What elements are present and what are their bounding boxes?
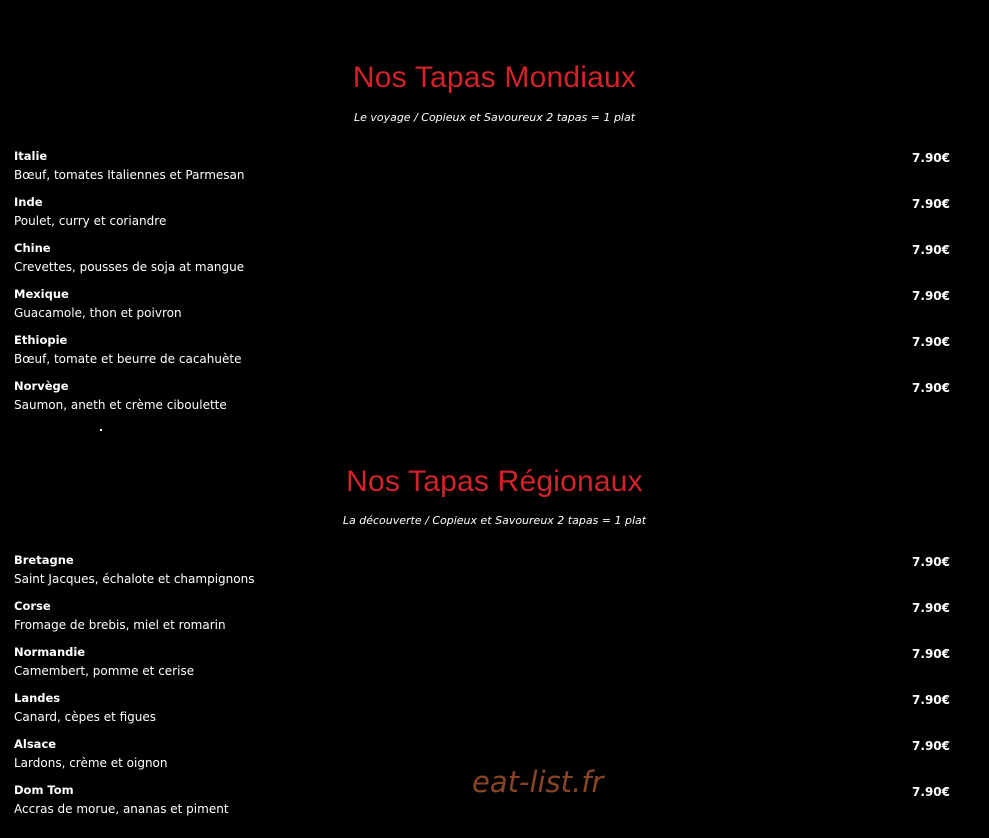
section-subtitle-regionaux: La découverte / Copieux et Savoureux 2 tapas = 1 plat	[342, 514, 647, 527]
item-name: Italie	[14, 149, 48, 163]
item-price: 7.90€	[912, 601, 950, 615]
item-description: Canard, cèpes et figues	[14, 710, 157, 724]
item-price: 7.90€	[912, 693, 950, 707]
item-description: Guacamole, thon et poivron	[14, 306, 182, 320]
section-subtitle-mondiaux: Le voyage / Copieux et Savoureux 2 tapas = 1 plat	[353, 111, 636, 124]
menu-item	[0, 195, 989, 241]
menu-item	[0, 379, 989, 425]
item-description: Camembert, pomme et cerise	[14, 664, 195, 678]
item-price: 7.90€	[912, 243, 950, 257]
item-description: Poulet, curry et coriandre	[14, 214, 167, 228]
item-name: Chine	[14, 241, 51, 255]
item-price: 7.90€	[912, 739, 950, 753]
item-price: 7.90€	[912, 289, 950, 303]
menu-item	[0, 287, 989, 333]
watermark: eat-list.fr	[472, 765, 604, 799]
item-name: Inde	[14, 195, 43, 209]
decorative-dot	[100, 429, 102, 431]
menu-item	[0, 149, 989, 195]
item-name: Ethiopie	[14, 333, 68, 347]
item-description: Bœuf, tomates Italiennes et Parmesan	[14, 168, 245, 182]
item-name: Normandie	[14, 645, 86, 659]
item-price: 7.90€	[912, 197, 950, 211]
item-name: Landes	[14, 691, 61, 705]
item-price: 7.90€	[912, 381, 950, 395]
item-price: 7.90€	[912, 647, 950, 661]
item-description: Lardons, crème et oignon	[14, 756, 168, 770]
item-price: 7.90€	[912, 785, 950, 799]
menu-item	[0, 333, 989, 379]
item-description: Saint Jacques, échalote et champignons	[14, 572, 255, 586]
section-title-regionaux: Nos Tapas Régionaux	[346, 465, 643, 498]
item-description: Crevettes, pousses de soja at mangue	[14, 260, 245, 274]
menu-item	[0, 553, 989, 599]
item-description: Saumon, aneth et crème ciboulette	[14, 398, 227, 412]
menu-item	[0, 645, 989, 691]
item-description: Fromage de brebis, miel et romarin	[14, 618, 226, 632]
item-name: Mexique	[14, 287, 69, 301]
item-price: 7.90€	[912, 555, 950, 569]
item-price: 7.90€	[912, 335, 950, 349]
menu-list-mondiaux	[0, 149, 989, 425]
item-name: Corse	[14, 599, 51, 613]
item-name: Bretagne	[14, 553, 74, 567]
item-price: 7.90€	[912, 151, 950, 165]
menu-item	[0, 599, 989, 645]
item-name: Alsace	[14, 737, 57, 751]
item-description: Accras de morue, ananas et piment	[14, 802, 229, 816]
menu-item	[0, 241, 989, 287]
item-description: Bœuf, tomate et beurre de cacahuète	[14, 352, 242, 366]
section-title-mondiaux: Nos Tapas Mondiaux	[352, 61, 637, 94]
item-name: Dom Tom	[14, 783, 74, 797]
menu-item	[0, 691, 989, 737]
item-name: Norvège	[14, 379, 69, 393]
